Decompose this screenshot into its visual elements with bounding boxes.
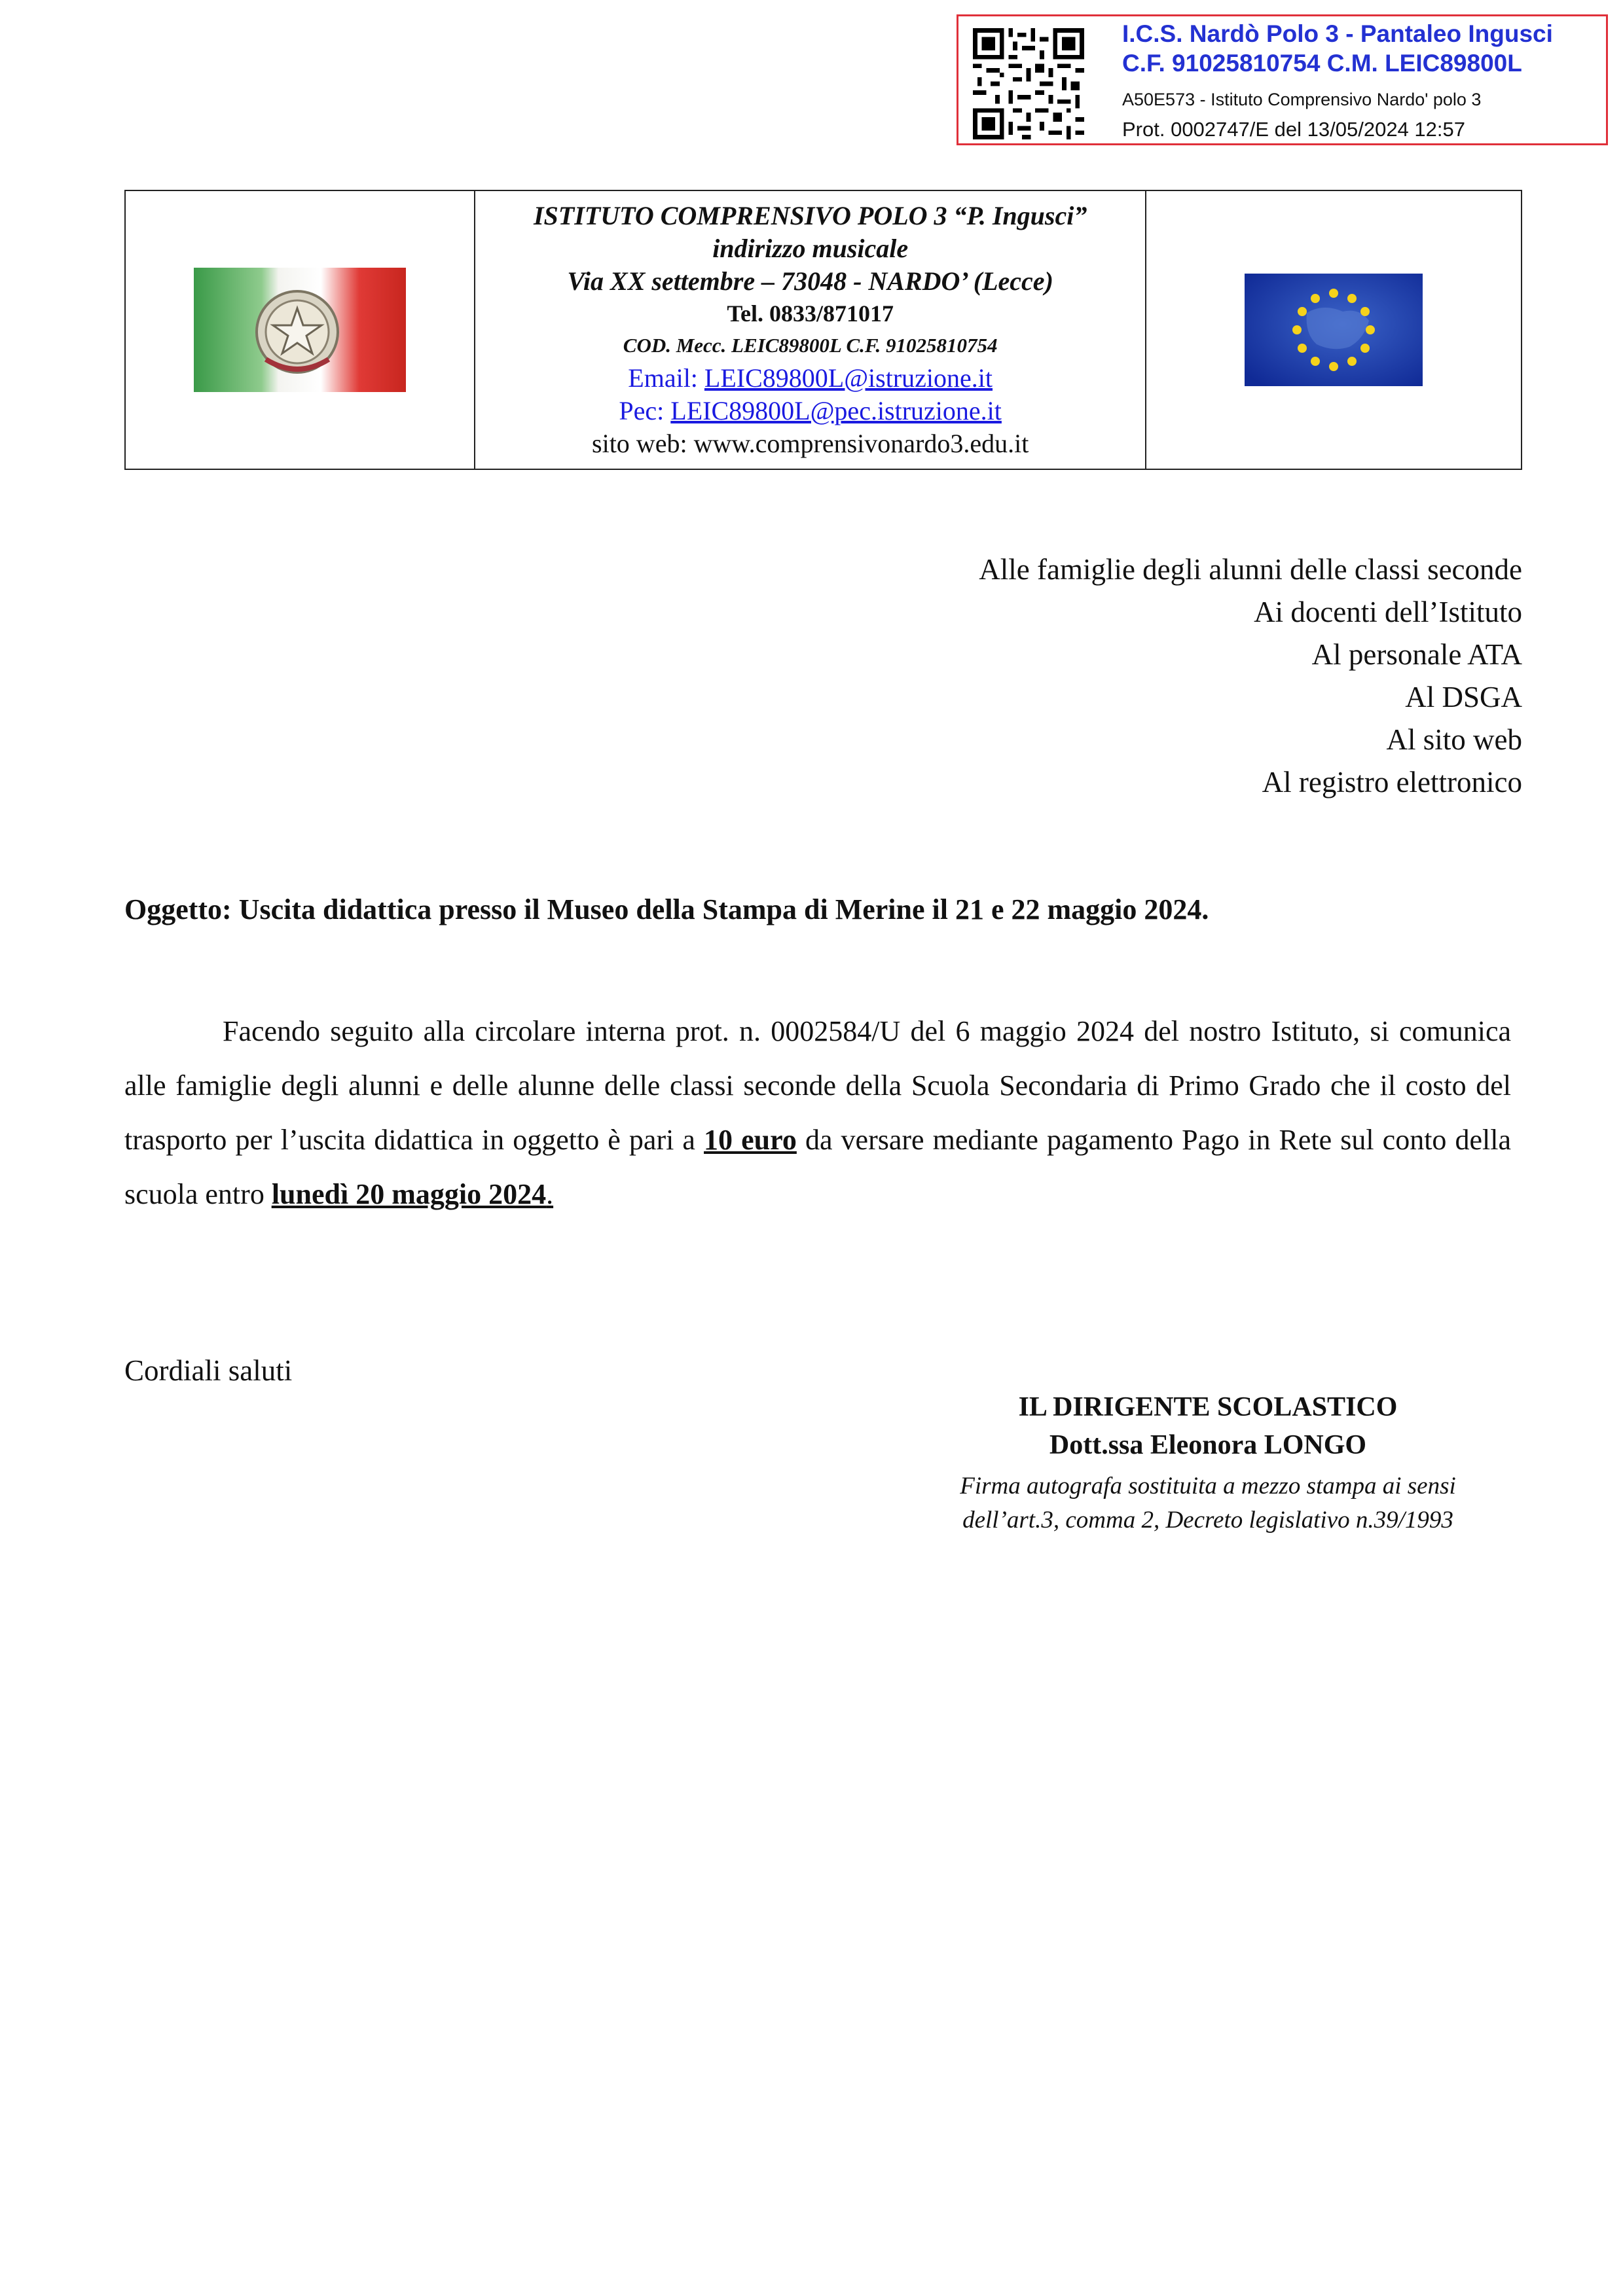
signer-title: IL DIRIGENTE SCOLASTICO (1018, 1392, 1398, 1422)
italian-republic-emblem-icon (194, 268, 406, 392)
eu-flag-icon (1245, 274, 1423, 386)
school-website: sito web: www.comprensivonardo3.edu.it (592, 429, 1029, 458)
stamp-school-name: I.C.S. Nardò Polo 3 - Pantaleo Ingusci (1122, 20, 1553, 47)
recipients-block (671, 548, 1522, 804)
stamp-protocol-number: Prot. 0002747/E del 13/05/2024 12:57 (1122, 118, 1465, 141)
email-link[interactable]: LEIC89800L@istruzione.it (704, 363, 993, 393)
closing-greeting: Cordiali saluti (124, 1354, 293, 1387)
recipient-line: Al DSGA (1405, 681, 1522, 713)
email-label: Email: (628, 363, 704, 393)
stamp-codes: C.F. 91025810754 C.M. LEIC89800L (1122, 50, 1522, 77)
signer-name: Dott.ssa Eleonora LONGO (1049, 1430, 1367, 1460)
stamp-registry: A50E573 - Istituto Comprensivo Nardo' polo 3 (1122, 90, 1482, 109)
body-text-part1: Facendo seguito alla circolare interna prot. n. 0002584/U del 6 maggio 2024 del nostro Istituto, si comunica alle famiglie degli alunni e delle alunne delle classi seconde della Scuola Secondaria di Primo Grado che il costo del trasporto per l’uscita didattica in oggetto è pari a (124, 1015, 1511, 1156)
body-text-part3: . (546, 1178, 554, 1210)
pec-link[interactable]: LEIC89800L@pec.istruzione.it (670, 396, 1002, 425)
school-phone: Tel. 0833/871017 (727, 300, 894, 327)
signature-block (933, 1388, 1483, 1537)
qr-code-icon (973, 28, 1084, 139)
letterhead-center-cell (475, 190, 1146, 469)
body-paragraph (124, 1004, 1511, 1221)
subject-line: Oggetto: Uscita didattica presso il Museo della Stampa di Merine il 21 e 22 maggio 2024. (124, 893, 1209, 925)
school-name: ISTITUTO COMPRENSIVO POLO 3 “P. Ingusci” (533, 201, 1087, 230)
signature-note: Firma autografa sostituita a mezzo stampa ai sensi dell’art.3, comma 2, Decreto legislativo n.39/1993 (960, 1473, 1456, 1534)
recipient-line: Al sito web (1386, 723, 1522, 756)
recipient-line: Al registro elettronico (1262, 766, 1522, 798)
recipient-line: Ai docenti dell’Istituto (1254, 596, 1522, 628)
pec-label: Pec: (619, 396, 671, 425)
school-codes: COD. Mecc. LEIC89800L C.F. 91025810754 (623, 334, 998, 357)
body-amount: 10 euro (704, 1124, 797, 1156)
letterhead-table (124, 190, 1522, 470)
protocol-stamp (957, 14, 1608, 145)
school-subtitle: indirizzo musicale (712, 234, 909, 263)
body-text-part2: da versare mediante pagamento Pago in Rete sul conto della scuola entro (124, 1124, 1512, 1210)
letterhead-left-cell (125, 190, 475, 469)
recipient-line: Alle famiglie degli alunni delle classi seconde (979, 553, 1522, 586)
school-email-line (475, 362, 1145, 395)
school-pec-line (475, 395, 1145, 427)
recipient-line: Al personale ATA (1311, 638, 1522, 671)
school-address: Via XX settembre – 73048 - NARDO’ (Lecce) (567, 266, 1053, 296)
body-deadline: lunedì 20 maggio 2024 (271, 1178, 547, 1210)
letterhead-right-cell (1146, 190, 1522, 469)
